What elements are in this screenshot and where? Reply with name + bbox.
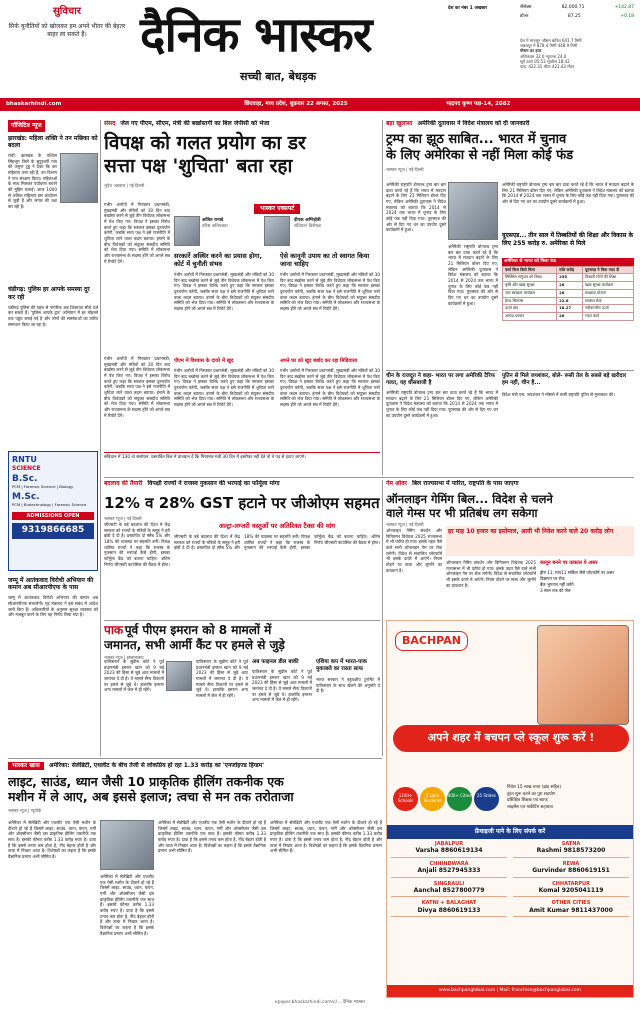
masthead	[0, 0, 640, 118]
usaid-headline: यूएसएड... तीन साल में तिब्बतियों की शिक्षा और विकास के लिए 255 करोड़ रु. अमेरिका से मिले	[502, 232, 634, 248]
china-headline: चीन के राजदूत ने कहा- भारत पर लगा अमेरिकी टैरिफ गलत, यह धौंसबाजी है	[386, 370, 498, 388]
gaming-text: ऑनलाइन गेमिंग संवर्धन और विनियमन विधेयक 2025 राज्यसभा में भी पारित हो गया। इसके तहत पैसे वाले सभी ऑनलाइन गेम पर रोक लगेगी। विदेश से संचालित प्लेटफॉर्म भी इसके दायरे में आएंगे। नियम तोड़ने पर सजा और जुर्माने का प्रावधान है।	[446, 560, 536, 588]
list-item: प्रशिक्षित शिक्षक एवं स्टाफ	[507, 798, 548, 804]
column-rule	[382, 120, 383, 475]
expert-photo	[264, 216, 290, 246]
russia-headline: पुतिन से मिले जयशंकर, बोले- रूसी तेल के सबसे बड़े खरीदार हम नहीं, चीन है...	[502, 370, 634, 388]
gaming-headline: वाले गेम्स पर भी प्रतिबंध लग सकेगा	[386, 505, 538, 520]
story-headline: झारखंड: महिला शक्ति ने तन मछिका को बदला	[8, 134, 98, 150]
bachpan-headline: अपने शहर में बचपन प्ले स्कूल शुरू करें !	[393, 725, 629, 752]
healing-story	[8, 762, 382, 998]
fund-table: कार्य किस किसे मिला राशि करोड़ यूएसएड ने किस मदद दी सिक्किम समुदाय को शिक्षा 255 तिब्बती लोगों की शिक्षा कृषि और खाद्य सुरक्षा 26 खाद्य सुरक्षा कार्यक्रम जल स्वच्छता कार्यक्रम 26 स्वच्छता योजना हैल्थ सिस्टम्स 22.8 स्वास्थ्य सेवा ऊर्जा क्षेत्र 18.27 नवीकरणीय ऊर्जा आपदा प्रबंधन 26 राहत कार्य	[502, 266, 634, 321]
right-kicker: बड़ा खुलासा	[386, 120, 413, 127]
healing-byline: भास्कर न्यूज | न्यूयॉर्क	[8, 807, 42, 813]
imran-kicker: पाक	[104, 623, 124, 637]
table-row: सिक्किम समुदाय को शिक्षा 255 तिब्बती लोगों की शिक्षा	[503, 274, 634, 282]
list-item: विज्ञापन पर रोक	[540, 575, 565, 581]
imran-headline: पूर्व पीएम इमरान को 8 मामलों में	[124, 623, 272, 637]
list-item: निवेश 15 लाख रुपए (ब्रांड सहित)	[507, 785, 561, 790]
sub-text: गंभीर आरोपों में गिरफ्तार प्रधानमंत्री, मुख्यमंत्री और मंत्रियों को 30 दिन बाद बर्खास्त करने से जुड़े तीन विधेयक लोकसभा में पेश किए गए। विपक्ष ने इसका विरोध करते हुए कहा कि सरकार इसका दुरुपयोग करेगी, जबकि सत्ता पक्ष ने इसे राजनीति में शुचिता लाने वाला कदम बताया। हंगामे के बीच विधेयकों को संयुक्त संसदीय समिति को भेज दिया गया। समिति में लोकसभा और राज्यसभा के सदस्य होंगे जो अगले सत्र में रिपोर्ट देंगे।	[280, 368, 380, 408]
lead-headline: सत्ता पक्ष 'शुचिता' बता रहा	[104, 155, 293, 178]
story-headline: जम्मू में आतंकवाद विरोधी अभियान की कमान अब सीआरपीएफ के पास	[8, 576, 94, 592]
healing-text: अमेरिका में सेलेब्रिटी और एथलीट एक ऐसी मशीन के दीवाने हो रहे हैं जिसमें लाइट, साउंड, ध्यान, कंपन, गर्मी और ऑक्सीजन जैसी दस प्राकृतिक हीलिंग तकनीकें एक साथ हैं। इसकी कीमत करीब 1.33 करोड़ रुपए है। दावा है कि इससे तनाव कम होता है, नींद बेहतर होती है और त्वचा में निखार आता है। विशेषज्ञों का कहना है कि इसके वैज्ञानिक प्रमाण अभी सीमित हैं।	[158, 820, 266, 854]
gst-headline: 12% व 28% GST हटाने पर जीओएम सहमत	[104, 493, 380, 512]
list-item: तुरंत शुरू करने का पूरा सहयोग	[507, 791, 556, 797]
healing-photo	[100, 820, 154, 870]
gaming-byline: भास्कर न्यूज | नई दिल्ली	[386, 522, 424, 528]
contact-phone[interactable]: 8527945333	[438, 867, 481, 874]
contact-card: KATNI + BALAGHAT Divya 8860619133	[391, 900, 507, 917]
list-item: ड्रीम 11, माय11 सर्किल जैसे प्लेटफॉर्म पर असर	[540, 570, 615, 575]
table-row: आपदा प्रबंधन 26 राहत कार्य	[503, 313, 634, 321]
gst-byline: भास्कर न्यूज | नई दिल्ली	[104, 516, 142, 522]
gst-text: जीएसटी के बड़े बदलाव की दिशा में केंद्र सरकार को राज्यों के मंत्रियों के समूह ने हरी झंडी दे दी है। प्रस्तावित दो स्लैब 5% और 18% की व्यवस्था पर सहमति बनी। विपक्ष शासित राज्यों ने कहा कि राजस्व के नुकसान की भरपाई कैसे होगी, इसका फॉर्मूला केंद्र को बताना चाहिए। अंतिम निर्णय जीएसटी काउंसिल की बैठक में होगा।	[104, 522, 170, 567]
penalty-box	[446, 526, 634, 556]
gst-story	[104, 480, 380, 618]
gst-kicker: बदलाव की तैयारी	[104, 480, 143, 487]
contact-phone[interactable]: 9811437000	[571, 906, 613, 914]
column-rule	[382, 480, 383, 756]
column-rule	[100, 120, 101, 756]
kids-photo	[537, 625, 629, 725]
list-item: 3 साल तक की जेल	[540, 587, 571, 593]
right-text: अमेरिकी राष्ट्रपति डोनाल्ड ट्रम्प बार बार दावा करते रहे हैं कि भारत में मतदान बढ़ाने के लिए 21 मिलियन डॉलर दिए गए, लेकिन अमेरिकी दूतावास ने विदेश मंत्रालय को बताया कि 2014 से 2024 तक भारत में चुनाव के लिए कोई फंड नहीं दिया गया। यूएसएड की ओर से दिए गए धन का उपयोग दूसरे कार्यक्रमों में हुआ।	[502, 182, 634, 205]
stat-badge: 25 States	[474, 787, 499, 811]
stat-badge: 1200+ Schools	[393, 787, 418, 811]
healing-kicker: भास्कर खास	[8, 762, 44, 770]
positive-news-title: पॉजिटिव न्यूज	[8, 120, 45, 132]
subichar-box	[8, 6, 126, 76]
asia-cup-headline: एशिया कप में भारत-पाक मुकाबले का रास्ता साफ	[316, 659, 367, 673]
list-item: बैंक भुगतान नहीं करेंगे	[540, 581, 574, 587]
rank-label: देश का नंबर 1 अखबार	[448, 6, 488, 11]
right-byline: भास्कर न्यूज | नई दिल्ली	[386, 167, 424, 172]
stat-badge: 2 Lakh Students	[420, 787, 445, 811]
right-top-story	[386, 120, 634, 475]
gst-strap: विपक्षी राज्यों ने राजस्व नुकसान की भरपाई का फॉर्मूला मांगा	[147, 480, 280, 487]
gaming-headline: ऑनलाइन गेमिंग बिल... विदेश से चलने	[386, 491, 553, 506]
lead-footer: संविधान में 130 वां संशोधन: प्रस्तावित बिल में प्रावधान है कि गिरफ्तार मंत्री 30 दिन में इस्तीफा नहीं देते तो वे पद से हटाए जाएंगे।	[104, 452, 380, 461]
lead-text: गंभीर आरोपों में गिरफ्तार प्रधानमंत्री, मुख्यमंत्री और मंत्रियों को 30 दिन बाद बर्खास्त करने से जुड़े तीन विधेयक लोकसभा में पेश किए गए। विपक्ष ने इसका विरोध करते हुए कहा कि सरकार इसका दुरुपयोग करेगी, जबकि सत्ता पक्ष ने इसे राजनीति में शुचिता लाने वाला कदम बताया। हंगामे के बीच विधेयकों को संयुक्त संसदीय समिति को भेज दिया गया। समिति में लोकसभा और राज्यसभा के सदस्य होंगे जो अगले सत्र में रिपोर्ट देंगे।	[104, 202, 170, 264]
contact-card: REWA Gurvinder 8860619151	[513, 861, 629, 878]
right-strap: अमेरिकी दूतावास ने विदेश मंत्रालय को दी जानकारी	[417, 120, 530, 127]
market-box	[520, 5, 634, 19]
table-row: हैल्थ सिस्टम्स 22.8 स्वास्थ्य सेवा	[503, 297, 634, 305]
bachpan-logo: BACHPAN	[395, 631, 468, 651]
penalty-headline: हर माह 10 हजार का इस्तेमाल, आयी भी निवेश करने वाले 20 करोड़ लोग	[448, 528, 614, 535]
expert-headline: ऐसे कानूनी उपाय का तो स्वागत किया जाना चाहिए	[280, 252, 370, 269]
contact-card: JABALPUR Varsha 8860619134	[391, 841, 507, 858]
law-effect-subhead: कानून बनने पर तत्काल ये असर	[540, 560, 598, 566]
expert-text: गंभीर आरोपों में गिरफ्तार प्रधानमंत्री, मुख्यमंत्री और मंत्रियों को 30 दिन बाद बर्खास्त करने से जुड़े तीन विधेयक लोकसभा में पेश किए गए। विपक्ष ने इसका विरोध करते हुए कहा कि सरकार इसका दुरुपयोग करेगी, जबकि सत्ता पक्ष ने इसे राजनीति में शुचिता लाने वाला कदम बताया। हंगामे के बीच विधेयकों को संयुक्त संसदीय समिति को भेज दिया गया। समिति में लोकसभा और राज्यसभा के सदस्य होंगे जो अगले सत्र में रिपोर्ट देंगे।	[174, 272, 274, 312]
imran-byline: भास्कर न्यूज | इस्लामाबाद	[104, 655, 144, 660]
law-effect-list	[540, 570, 634, 594]
healing-headline: लाइट, साउंड, ध्यान जैसी 10 प्राकृतिक हीलिंग तकनीक एक	[8, 773, 284, 789]
lead-text: गंभीर आरोपों में गिरफ्तार प्रधानमंत्री, मुख्यमंत्री और मंत्रियों को 30 दिन बाद बर्खास्त करने से जुड़े तीन विधेयक लोकसभा में पेश किए गए। विपक्ष ने इसका विरोध करते हुए कहा कि सरकार इसका दुरुपयोग करेगी, जबकि सत्ता पक्ष ने इसे राजनीति में शुचिता लाने वाला कदम बताया। हंगामे के बीच विधेयकों को संयुक्त संसदीय समिति को भेज दिया गया। समिति में लोकसभा और राज्यसभा के सदस्य होंगे जो अगले सत्र में रिपोर्ट देंगे।	[104, 356, 170, 418]
stat-badge: 400+ Cities	[447, 787, 472, 811]
weather-box: देश में मानसून औसत बारिश 641.7 मिमी जबलपुर में 878.4 मिमी 448.9 मिमी मौसम का हाल अधिकतम 32.0 न्यूनतम 24.0 सूर्य उदय 05:53 सूर्यास्त 18:42 चांद: 422.31 मीटर 423.43 मीटर	[520, 38, 582, 69]
section-rule	[104, 477, 634, 478]
gaming-kicker: गेम ओवर	[386, 480, 407, 487]
imran-text: पाकिस्तान के सुप्रीम कोर्ट ने पूर्व प्रधानमंत्री इमरान खान को 9 मई 2023 की हिंसा से जुड़े आठ मामलों में जमानत दे दी है। ये मामले सैन्य ठिकानों पर हमले से जुड़े थे। हालांकि इमरान अन्य मामलों में जेल में ही रहेंगे।	[252, 669, 312, 703]
story-text: रांची: झारखंड के पश्चिम सिंहभूम जिले के सुदूरवर्ती गांव की जमुना टुडू ने ठेका कि कर महिलाएं जगा रही हैं, वन विभाग ने गांव संरक्षण किया। महिलाओं के साथ मिलकर पर्यावरण बचाने की मुहिम चलाई। आज 1000 से अधिक महिलाएं इस आंदोलन से जुड़ी हैं और जंगल की रक्षा कर रही हैं।	[8, 153, 57, 210]
story-text: चंडीगढ़ पुलिस की पहल से नागरिक अब शिकायत सीधे दर्ज कर सकते हैं। 'पुलिस आपके द्वार' अभियान में हर मोहल्ले तक पहुंच बनाई गई है और लोगों की समस्याओं का त्वरित समाधान किया जा रहा है।	[8, 304, 98, 327]
expert-name: दीपक अग्निहोत्री संविधान विशेषज्ञ	[294, 218, 321, 229]
trump-photo	[448, 182, 498, 240]
contact-phone[interactable]: 8860619151	[568, 867, 610, 874]
list-item: लाइसेंस एवं मार्केटिंग सहायता	[507, 804, 553, 810]
sub-text: गंभीर आरोपों में गिरफ्तार प्रधानमंत्री, मुख्यमंत्री और मंत्रियों को 30 दिन बाद बर्खास्त करने से जुड़े तीन विधेयक लोकसभा में पेश किए गए। विपक्ष ने इसका विरोध करते हुए कहा कि सरकार इसका दुरुपयोग करेगी, जबकि सत्ता पक्ष ने इसे राजनीति में शुचिता लाने वाला कदम बताया। हंगामे के बीच विधेयकों को संयुक्त संसदीय समिति को भेज दिया गया। समिति में लोकसभा और राज्यसभा के सदस्य होंगे जो अगले सत्र में रिपोर्ट देंगे।	[174, 368, 274, 408]
asia-cup-text: भारत सरकार ने बहुपक्षीय टूर्नामेंट में पाकिस्तान के साथ खेलने की अनुमति दे दी है।	[316, 677, 380, 694]
section-rule	[8, 758, 382, 759]
bachpan-bullets	[507, 785, 631, 812]
contact-card: OTHER CITIES Amit Kumar 9811437000	[513, 900, 629, 917]
story-photo	[60, 153, 98, 203]
contact-phone[interactable]: 8860619134	[440, 847, 483, 855]
contact-head: फ्रेंचाइजी पाने के लिए संपर्क करें	[387, 825, 633, 839]
table-row: जल स्वच्छता कार्यक्रम 26 स्वच्छता योजना	[503, 289, 634, 297]
table-row: कृषि और खाद्य सुरक्षा 26 खाद्य सुरक्षा कार्यक्रम	[503, 282, 634, 290]
market-row: सेंसेक्स 82,000.71 +142.87	[520, 5, 634, 10]
imran-photo	[166, 661, 192, 691]
footer-url[interactable]: epaper.bhaskarhindi.com/c/... दैनिक भास्कर	[274, 1000, 366, 1005]
stats-row	[393, 787, 503, 811]
contact-phone[interactable]: 9818573200	[563, 847, 606, 855]
contact-card: CHHATARPUR Komal 9205041119	[513, 881, 629, 898]
panchang: भाद्रपद कृष्ण पक्ष-14, 2082	[446, 101, 511, 108]
website-link[interactable]: bhaskarhindi.com	[6, 101, 62, 108]
bachpan-ad	[386, 620, 634, 998]
contact-phone[interactable]: 9205041119	[561, 886, 604, 894]
subichar-text: सिर्फ चुनौतियों को खोजकर हम अपने भीतर की बेहतर बाहर ला सकते हैं।	[8, 22, 126, 38]
gst-subhead: अल्ट्रा-लग्जरी वस्तुओं पर अतिरिक्त टैक्स की मांग	[218, 522, 336, 530]
imran-text: पाकिस्तान के सुप्रीम कोर्ट ने पूर्व प्रधानमंत्री इमरान खान को 9 मई 2023 की हिंसा से जुड़े आठ मामलों में जमानत दे दी है। ये मामले सैन्य ठिकानों पर हमले से जुड़े थे। हालांकि इमरान अन्य मामलों में जेल में ही रहेंगे।	[104, 659, 164, 693]
left-column	[8, 120, 98, 756]
logo: दैनिक भास्कर	[140, 7, 372, 63]
contact-phone[interactable]: 8860619133	[438, 906, 481, 914]
sub-headline: पीएम में विश्वास के दायरे में खुद	[174, 358, 234, 364]
sub-headline: अपने घर को खुद बर्बाद कर रहा मिडियाला	[280, 358, 358, 364]
final-deal-subhead: अब फाइनल डील बाकी	[252, 659, 299, 665]
china-text: अमेरिकी राष्ट्रपति डोनाल्ड ट्रम्प बार बार दावा करते रहे हैं कि भारत में मतदान बढ़ाने के लिए 21 मिलियन डॉलर दिए गए, लेकिन अमेरिकी दूतावास ने विदेश मंत्रालय को बताया कि 2014 से 2024 तक भारत में चुनाव के लिए कोई फंड नहीं दिया गया। यूएसएड की ओर से दिए गए धन का उपयोग दूसरे कार्यक्रमों में हुआ।	[386, 390, 498, 418]
lead-strap: जेल गए पीएम, सीएम, मंत्री की बर्खास्तगी का बिल जेपीसी को भेजा	[120, 120, 270, 127]
lead-kicker: संसद	[104, 120, 116, 127]
table-row: ऊर्जा क्षेत्र 18.27 नवीकरणीय ऊर्जा	[503, 305, 634, 313]
right-headline: ट्रम्प का झूठ साबित... भारत में चुनाव	[386, 131, 567, 147]
ad-phone[interactable]: 9319866685	[12, 523, 94, 538]
lead-story	[104, 120, 380, 475]
tagline: सच्ची बात, बेधड़क	[240, 70, 317, 83]
story-headline: चंडीगढ़: पुलिस हर आपके समस्या दूर कर रही	[8, 286, 90, 301]
right-text: अमेरिकी राष्ट्रपति डोनाल्ड ट्रम्प बार बार दावा करते रहे हैं कि भारत में मतदान बढ़ाने के लिए 21 मिलियन डॉलर दिए गए, लेकिन अमेरिकी दूतावास ने विदेश मंत्रालय को बताया कि 2014 से 2024 तक भारत में चुनाव के लिए कोई फंड नहीं दिया गया। यूएसएड की ओर से दिए गए धन का उपयोग दूसरे कार्यक्रमों में हुआ।	[386, 182, 446, 233]
gaming-strap: बिल राज्यसभा में पारित, राष्ट्रपति के पास जाएगा	[412, 480, 519, 487]
gst-text: जीएसटी के बड़े बदलाव की दिशा में केंद्र सरकार को राज्यों के मंत्रियों के समूह ने हरी झंडी दे दी है। प्रस्तावित दो स्लैब 5% और 18% की व्यवस्था पर सहमति बनी। विपक्ष शासित राज्यों ने कहा कि राजस्व के नुकसान की भरपाई कैसे होगी, इसका फॉर्मूला केंद्र को बताना चाहिए। अंतिम निर्णय जीएसटी काउंसिल की बैठक में होगा।	[174, 534, 380, 551]
lead-byline: भूपेश अग्रवाल | नई दिल्ली	[104, 183, 145, 188]
contact-card: SINGRAULI Aanchal 8527800779	[391, 881, 507, 898]
rntu-logo: RNTU	[12, 454, 37, 464]
right-text: अमेरिकी राष्ट्रपति डोनाल्ड ट्रम्प बार बार दावा करते रहे हैं कि भारत में मतदान बढ़ाने के लिए 21 मिलियन डॉलर दिए गए, लेकिन अमेरिकी दूतावास ने विदेश मंत्रालय को बताया कि 2014 से 2024 तक भारत में चुनाव के लिए कोई फंड नहीं दिया गया। यूएसएड की ओर से दिए गए धन का उपयोग दूसरे कार्यक्रमों में हुआ।	[448, 244, 498, 306]
dateline-bar	[0, 98, 640, 111]
usaid-table: अमेरिका से भारत को मिला फंड कार्य किस किसे मिला राशि करोड़ यूएसएड ने किस मदद दी सिक्किम समुदाय को शिक्षा 255 तिब्बती लोगों की शिक्षा कृषि और खाद्य सुरक्षा 26 खाद्य सुरक्षा कार्यक्रम जल स्वच्छता कार्यक्रम 26 स्वच्छता योजना हैल्थ सिस्टम्स 22.8 स्वास्थ्य सेवा ऊर्जा क्षेत्र 18.27 नवीकरणीय ऊर्जा आपदा प्रबंधन 26 राहत कार्य	[502, 258, 634, 321]
expert-label: भास्कर एक्सपर्ट	[254, 204, 300, 214]
expert-photo	[174, 216, 200, 246]
healing-strap: अमेरिका: सेलेब्रिटी, एथलीट के बीच तेजी से लोकप्रिय हो रहा 1.33 करोड़ का 'एनर्जाइज्ड हिंग्डम'	[48, 762, 265, 769]
russia-text: विदेश मंत्री एस. जयशंकर ने मॉस्को में रूसी राष्ट्रपति पुतिन से मुलाकात की।	[502, 392, 615, 397]
gaming-text: ऑनलाइन गेमिंग संवर्धन और विनियमन विधेयक 2025 राज्यसभा में भी पारित हो गया। इसके तहत पैसे वाले सभी ऑनलाइन गेम पर रोक लगेगी। विदेश से संचालित प्लेटफॉर्म भी इसके दायरे में आएंगे। नियम तोड़ने पर सजा और जुर्माने का प्रावधान है।	[386, 528, 442, 573]
expert-name: अजित रानाडे वरिष्ठ अधिवक्ता	[202, 218, 228, 229]
story-text: जम्मू में आतंकवाद विरोधी अभियान की कमान अब सीआरपीएफ संभालेगी। गृह मंत्रालय ने इस संबंध में आदेश जारी किए हैं। अधिकारियों के अनुसार सुरक्षा व्यवस्था को और मजबूत करने के लिए यह निर्णय लिया गया है।	[8, 595, 98, 618]
rntu-ad: RNTU SCIENCE B.Sc. PCM | Forensic Science | Biology M.Sc. PCM | Biotechnology | Forensic Science ADMISSIONS OPEN 9319866685	[8, 451, 98, 571]
contact-card: SATNA Rashmi 9818573200	[513, 841, 629, 858]
gaming-story	[386, 480, 634, 618]
healing-text: अमेरिका में सेलेब्रिटी और एथलीट एक ऐसी मशीन के दीवाने हो रहे हैं जिसमें लाइट, साउंड, ध्यान, कंपन, गर्मी और ऑक्सीजन जैसी दस प्राकृतिक हीलिंग तकनीकें एक साथ हैं। इसकी कीमत करीब 1.33 करोड़ रुपए है। दावा है कि इससे तनाव कम होता है, नींद बेहतर होती है और त्वचा में निखार आता है। विशेषज्ञों का कहना है कि इसके वैज्ञानिक प्रमाण अभी सीमित हैं।	[100, 874, 154, 936]
subichar-title: सुविचार	[53, 6, 81, 17]
imran-story	[104, 620, 380, 756]
right-headline: के लिए अमेरिका से नहीं मिला कोई फंड	[386, 147, 574, 163]
healing-text: अमेरिका में सेलेब्रिटी और एथलीट एक ऐसी मशीन के दीवाने हो रहे हैं जिसमें लाइट, साउंड, ध्यान, कंपन, गर्मी और ऑक्सीजन जैसी दस प्राकृतिक हीलिंग तकनीकें एक साथ हैं। इसकी कीमत करीब 1.33 करोड़ रुपए है। दावा है कि इससे तनाव कम होता है, नींद बेहतर होती है और त्वचा में निखार आता है। विशेषज्ञों का कहना है कि इसके वैज्ञानिक प्रमाण अभी सीमित हैं।	[270, 820, 382, 854]
imran-headline: जमानत, सभी आर्मी कैंट पर हमले से जुड़े	[104, 638, 285, 652]
expert-headline: सरकारें अस्थिर करने का प्रयास होगा, कोर्ट में चुनौती संभव	[174, 252, 262, 269]
bachpan-footer[interactable]: www.bachpanglobal.com | Mail: franchise@bachpanglobal.com	[387, 985, 633, 997]
market-row: डॉलर 87.25 +0.18	[520, 13, 634, 19]
contact-grid	[391, 841, 629, 917]
dateline: छिंदवाड़ा, मध्य प्रदेश, शुक्रवार 22 अगस्त, 2025	[244, 101, 348, 108]
healing-headline: मशीन में ले आए, अब इससे इलाज; त्वचा से मन तक तरोताजा	[8, 789, 294, 805]
expert-text: गंभीर आरोपों में गिरफ्तार प्रधानमंत्री, मुख्यमंत्री और मंत्रियों को 30 दिन बाद बर्खास्त करने से जुड़े तीन विधेयक लोकसभा में पेश किए गए। विपक्ष ने इसका विरोध करते हुए कहा कि सरकार इसका दुरुपयोग करेगी, जबकि सत्ता पक्ष ने इसे राजनीति में शुचिता लाने वाला कदम बताया। हंगामे के बीच विधेयकों को संयुक्त संसदीय समिति को भेज दिया गया। समिति में लोकसभा और राज्यसभा के सदस्य होंगे जो अगले सत्र में रिपोर्ट देंगे।	[280, 272, 380, 312]
lead-headline: विपक्ष को गलत प्रयोग का डर	[104, 131, 306, 154]
healing-text: अमेरिका में सेलेब्रिटी और एथलीट एक ऐसी मशीन के दीवाने हो रहे हैं जिसमें लाइट, साउंड, ध्यान, कंपन, गर्मी और ऑक्सीजन जैसी दस प्राकृतिक हीलिंग तकनीकें एक साथ हैं। इसकी कीमत करीब 1.33 करोड़ रुपए है। दावा है कि इससे तनाव कम होता है, नींद बेहतर होती है और त्वचा में निखार आता है। विशेषज्ञों का कहना है कि इसके वैज्ञानिक प्रमाण अभी सीमित हैं।	[8, 820, 96, 860]
imran-text: पाकिस्तान के सुप्रीम कोर्ट ने पूर्व प्रधानमंत्री इमरान खान को 9 मई 2023 की हिंसा से जुड़े आठ मामलों में जमानत दे दी है। ये मामले सैन्य ठिकानों पर हमले से जुड़े थे। हालांकि इमरान अन्य मामलों में जेल में ही रहेंगे।	[196, 659, 248, 699]
contact-phone[interactable]: 8527800779	[442, 886, 485, 894]
contact-card: CHHINDWARA Anjali 8527945333	[391, 861, 507, 878]
